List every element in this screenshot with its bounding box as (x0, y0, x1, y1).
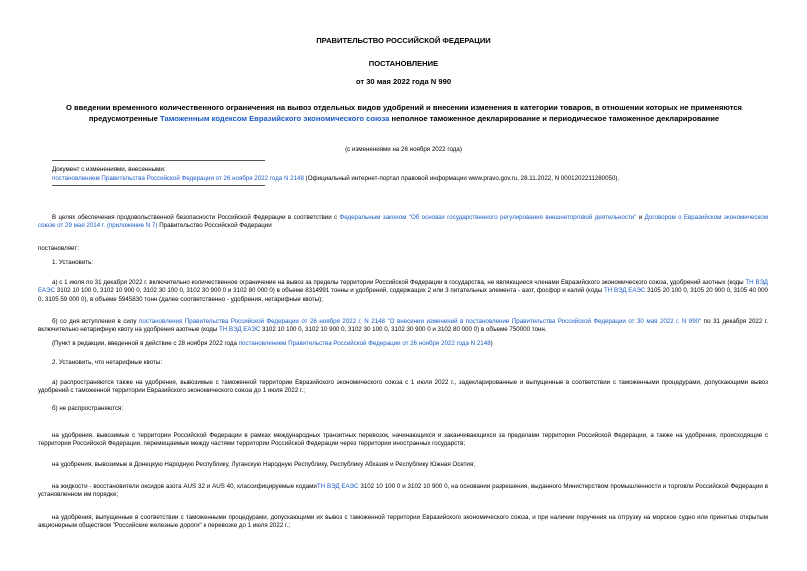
customs-code-link[interactable]: Таможенным кодексом Евразийского экономического союза (160, 113, 390, 123)
amendments-intro: Документ с изменениями, внесенными: (52, 166, 166, 173)
government-heading: ПРАВИТЕЛЬСТВО РОССИЙСКОЙ ФЕДЕРАЦИИ (316, 36, 491, 45)
item-1b-note-text: (Пункт в редакции, введенной в действие с 28 ноября 2022 года (52, 340, 239, 347)
item-2b-republics: на удобрения, вывозимые в Донецкую Народную Республику, Луганскую Народную Республику, Республику Абхазия и Республику Южная Осетия; (52, 461, 475, 468)
tnved-link-2[interactable]: ТН ВЭД ЕАЭС (603, 287, 646, 295)
divider-bottom (52, 185, 265, 186)
preamble-paragraph (38, 214, 768, 231)
item-1b-text-3: 3102 10 100 0, 3102 10 900 0, 3102 30 100 0, 3102 30 900 0 и 3102 80 000 0) в объеме 750000 тонн. (260, 326, 547, 334)
federal-law-link[interactable]: Федеральным законом "Об основах государственного регулирования внешнеторговой деятельности" (339, 214, 637, 221)
item-2-heading: 2. Установить, что нетарифные квоты: (52, 359, 163, 366)
item-1b-text-2: по 31 декабря 2022 г. включительно нетарифную квоту на удобрения азотные (коды (38, 318, 768, 334)
item-1a-text-1: а) с 1 июля по 31 декабря 2022 г. включительно количественное ограничение на вывоз за пределы территории Российской Федерации в государства, не являющиеся членами Евразийского экономического союза, удобрений азотных (коды (52, 279, 746, 286)
document-title (38, 103, 770, 124)
tnved-link-3[interactable]: ТН ВЭД ЕАЭС (219, 326, 261, 334)
amendment-source: (Официальный интернет-портал правовой информации www.pravo.gov.ru, 28.11.2022, N 0001202211280050). (303, 174, 620, 182)
item-1b-paragraph (38, 318, 768, 335)
eaeu-treaty-link[interactable]: Договором о Евразийском экономическом союзе от 29 мая 2014 г. (приложение N 7) (38, 214, 768, 230)
title-part2: неполное таможенное декларирование и периодическое таможенное декларирование (389, 113, 720, 123)
preamble-text-3: Правительство Российской Федерации (157, 222, 272, 230)
item-1b-text-1: б) со дня вступления в силу (52, 318, 139, 325)
item-1b-note (38, 340, 768, 348)
item-2b-released: на удобрения, выпущенные в соответствии с таможенными процедурами, допускающими их вывоз с таможенной территории Евразийского экономического союза, и при наличии поручения на отгрузку на морское судно или принятые открытым акционерным обществом "Российские железные дороги" к перевозке до 1 июля 2022 г.; (38, 514, 768, 530)
item-2b-aus-text-1: на жидкости - восстановители оксидов азота AUS 32 и AUS 40, классифицируемые кодами (52, 483, 317, 490)
decree-2148-link[interactable]: постановления Правительства Российской Федерации от 26 ноября 2022 г. N 2148 (138, 318, 385, 325)
item-2b-aus-text-2: 3102 10 100 0 и 3102 10 900 0, на основании разрешения, выданного Министерством промышленности и торговли Российской Федерации в установленном им порядке; (38, 483, 769, 499)
item-2a-paragraph: а) распространяются также на удобрения, вывозимые с таможенной территории Евразийского экономического союза с 1 июля 2022 г., задекларированные и выпущенные в соответствии с таможенными процедурами, допускающими вывоз удобрений с таможенной территории Евразийского экономического союза до 1 июля 2022 г.; (38, 379, 768, 395)
item-1a-text-2: 3102 10 100 0, 3102 10 900 0, 3102 30 100 0, 3102 30 900 0 и 3102 80 000 0) в объеме 8314991 тонны и удобрений, содержащих 2 или 3 питательных элемента - азот, фосфор и калий (коды (55, 287, 604, 295)
item-2b-transit: на удобрения, вывозимые с территории Российской Федерации в рамках международных транзитных перевозок, начинающихся и заканчивающихся за пределами территории Российской Федерации, а также на удобрения, происходящие с территории Российской Федерации, перемещаемые между частями территории Российской Федерации через территории иностранных государств; (38, 432, 768, 448)
tnved-link-4[interactable]: ТН ВЭД ЕАЭС (316, 483, 359, 490)
title-part1: О введении временного количественного ограничения на вывоз отдельных видов удобрений и внесении изменения в категории товаров, в отношении которых не применяются предусмотренные (66, 103, 742, 123)
item-1a-text-3: 3105 20 100 0, 3105 20 900 0, 3105 40 000 0, 3105 59 000 0), в объеме 5945830 тонн (далее соответственно - удобрения, нетарифные квоты); (38, 287, 768, 303)
divider-top (52, 160, 265, 161)
item-2b-heading: б) не распространяются: (52, 405, 124, 412)
edition-note: (с изменениями на 26 ноября 2022 года) (345, 146, 462, 153)
amendment-title-link[interactable]: "О внесении изменений в постановление Правительства Российской Федерации от 30 мая 2022 г. N 990" (384, 318, 702, 325)
item-1a-paragraph (38, 279, 768, 304)
note-decree-2148-link[interactable]: постановлением Правительства Российской Федерации от 26 ноября 2022 года N 2148 (238, 340, 491, 347)
doc-type-heading: ПОСТАНОВЛЕНИЕ (368, 59, 439, 68)
decrees-line: постановляет: (38, 245, 79, 252)
tnved-link-1[interactable]: ТН ВЭД ЕАЭС (38, 279, 768, 295)
amendments-note (52, 166, 772, 183)
item-1b-note-end: ) (490, 340, 493, 347)
date-number-heading: от 30 мая 2022 года N 990 (355, 77, 452, 86)
amendment-2148-link[interactable]: постановлением Правительства Российской Федерации от 26 ноября 2022 года N 2148 (52, 174, 304, 182)
item-2b-aus (38, 483, 768, 500)
preamble-text-1: В целях обеспечения продовольственной безопасности Российской Федерации в соответствии с (52, 214, 340, 221)
preamble-text-2: и (636, 214, 645, 221)
item-1-heading: 1. Установить: (52, 259, 94, 266)
amendments-line (52, 175, 772, 184)
